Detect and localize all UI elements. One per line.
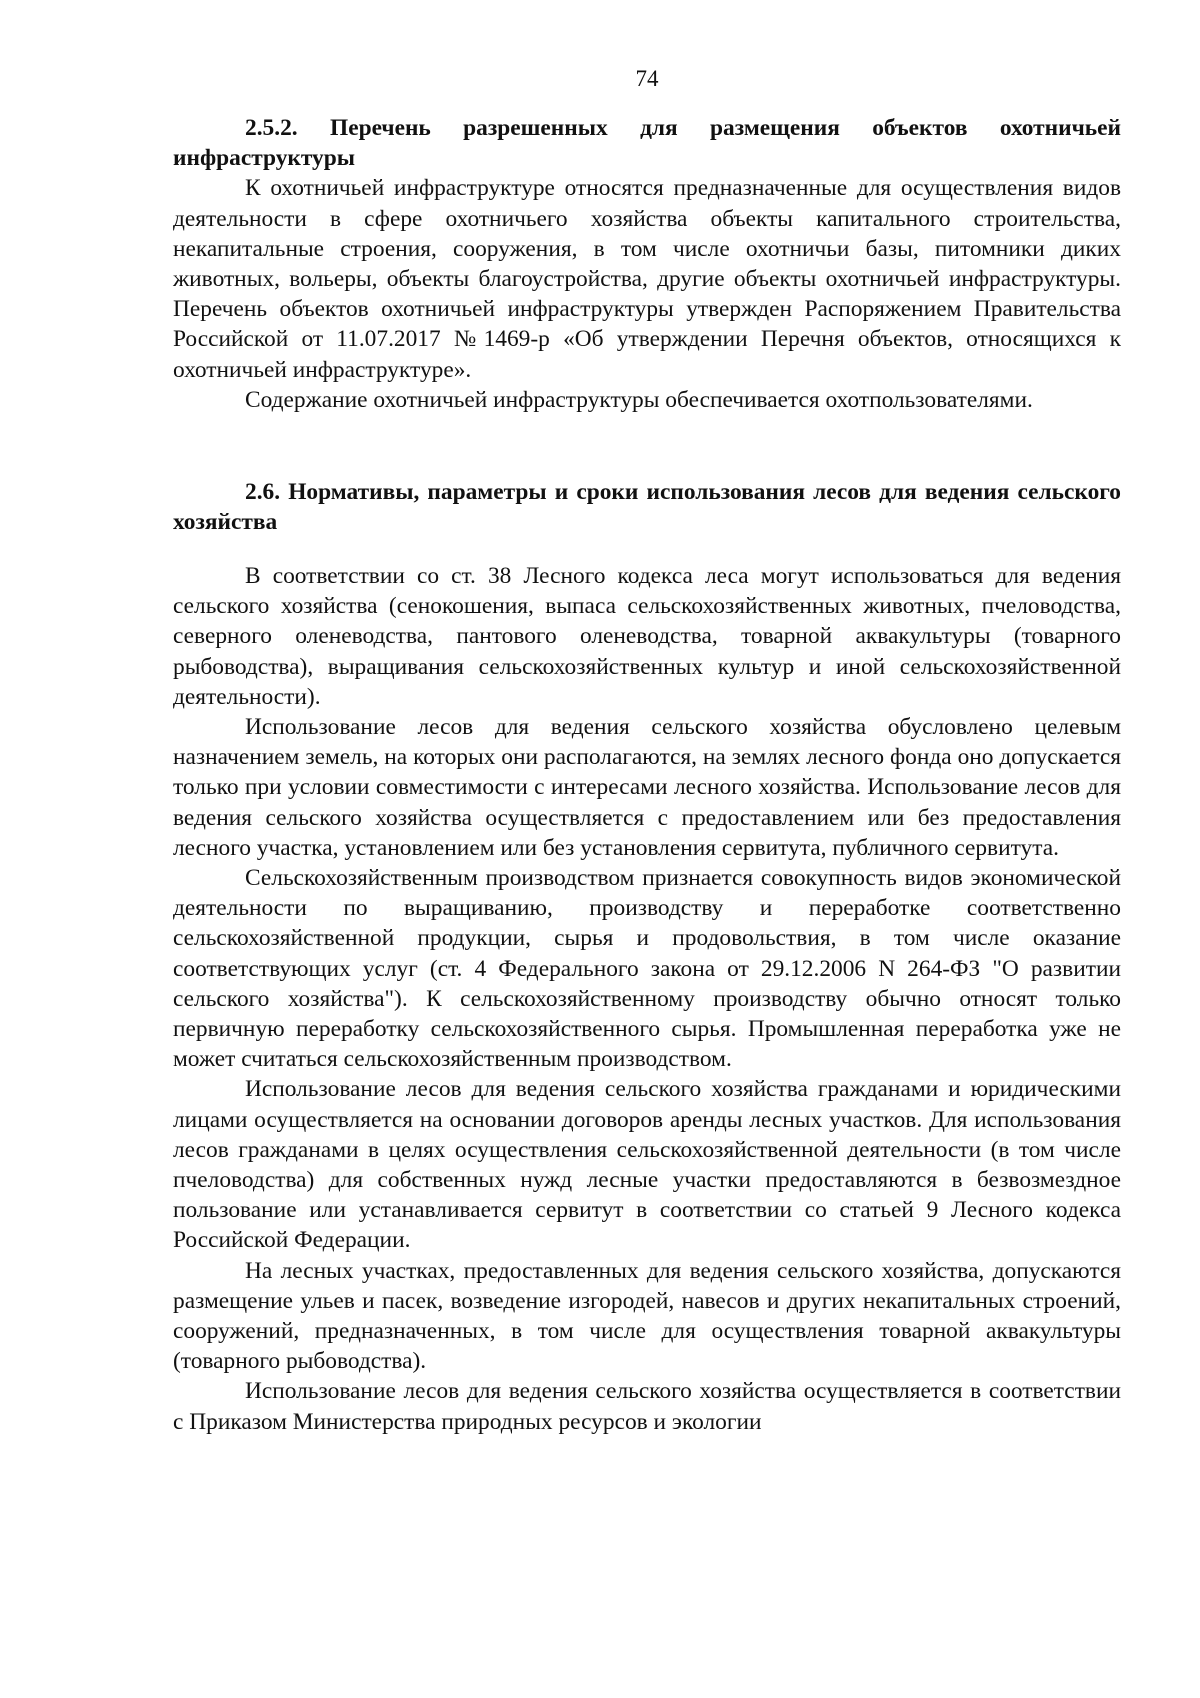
section-heading: 2.6. Нормативы, параметры и сроки использования лесов для ведения сельского хозяйства [173,479,1121,536]
page-number: 74 [635,66,659,91]
paragraph: Использование лесов для ведения сельского хозяйства обусловлено целевым назначением земель, на которых они располагаются, на землях лесного фонда оно допускается только при условии совместимости с интересами лесного хозяйства. Использование лесов для ведения сельского хозяйства осуществляется с предоставлением или без предоставления лесного участка, установлением или без установления сервитута, публичного сервитута. [173,714,1121,861]
section-2-6-body [173,561,1121,1437]
section-2-5-2 [173,113,1121,415]
paragraph: Использование лесов для ведения сельского хозяйства осуществляется в соответствии с Приказом Министерства природных ресурсов и экологии [173,1378,1121,1435]
section-2-6-heading-block [173,477,1121,537]
section-heading: 2.5.2. Перечень разрешенных для размещения объектов охотничьей инфраструктуры [173,115,1121,172]
paragraph: Сельскохозяйственным производством признается совокупность видов экономической деятельности по выращиванию, производству и переработке соответственно сельскохозяйственной продукции, сырья и продовольствия, в том числе оказание соответствующих услуг (ст. 4 Федерального закона от 29.12.2006 N 264-ФЗ "О развитии сельского хозяйства"). К сельскохозяйственному производству обычно относят только первичную переработку сельскохозяйственного сырья. Промышленная переработка уже не может считаться сельскохозяйственным производством. [173,865,1121,1073]
paragraph: На лесных участках, предоставленных для ведения сельского хозяйства, допускаются размещение ульев и пасек, возведение изгородей, навесов и других некапитальных строений, сооружений, предназначенных, в том числе для осуществления товарной аквакультуры (товарного рыбоводства). [173,1257,1121,1375]
paragraph: Содержание охотничьей инфраструктуры обеспечивается охотпользователями. [245,386,1033,413]
paragraph: Использование лесов для ведения сельского хозяйства гражданами и юридическими лицами осуществляется на основании договоров аренды лесных участков. Для использования лесов гражданами в целях осуществления сельскохозяйственной деятельности (в том числе пчеловодства) для собственных нужд лесные участки предоставляются в безвозмездное пользование или устанавливается сервитут в соответствии со статьей 9 Лесного кодекса Российской Федерации. [173,1076,1121,1254]
paragraph: К охотничьей инфраструктуре относятся предназначенные для осуществления видов деятельности в сфере охотничьего хозяйства объекты капитального строительства, некапитальные строения, сооружения, в том числе охотничьи базы, питомники диких животных, вольеры, объекты благоустройства, другие объекты охотничьей инфраструктуры. Перечень объектов охотничьей инфраструктуры утвержден Распоряжением Правительства Российской от 11.07.2017 №1469-р «Об утверждении Перечня объектов, относящихся к охотничьей инфраструктуре». [173,175,1121,383]
paragraph: В соответствии со ст. 38 Лесного кодекса леса могут использоваться для ведения сельского хозяйства (сенокошения, выпаса сельскохозяйственных животных, пчеловодства, северного оленеводства, пантового оленеводства, товарной аквакультуры (товарного рыбоводства), выращивания сельскохозяйственных культур и иной сельскохозяйственной деятельности). [173,563,1121,710]
